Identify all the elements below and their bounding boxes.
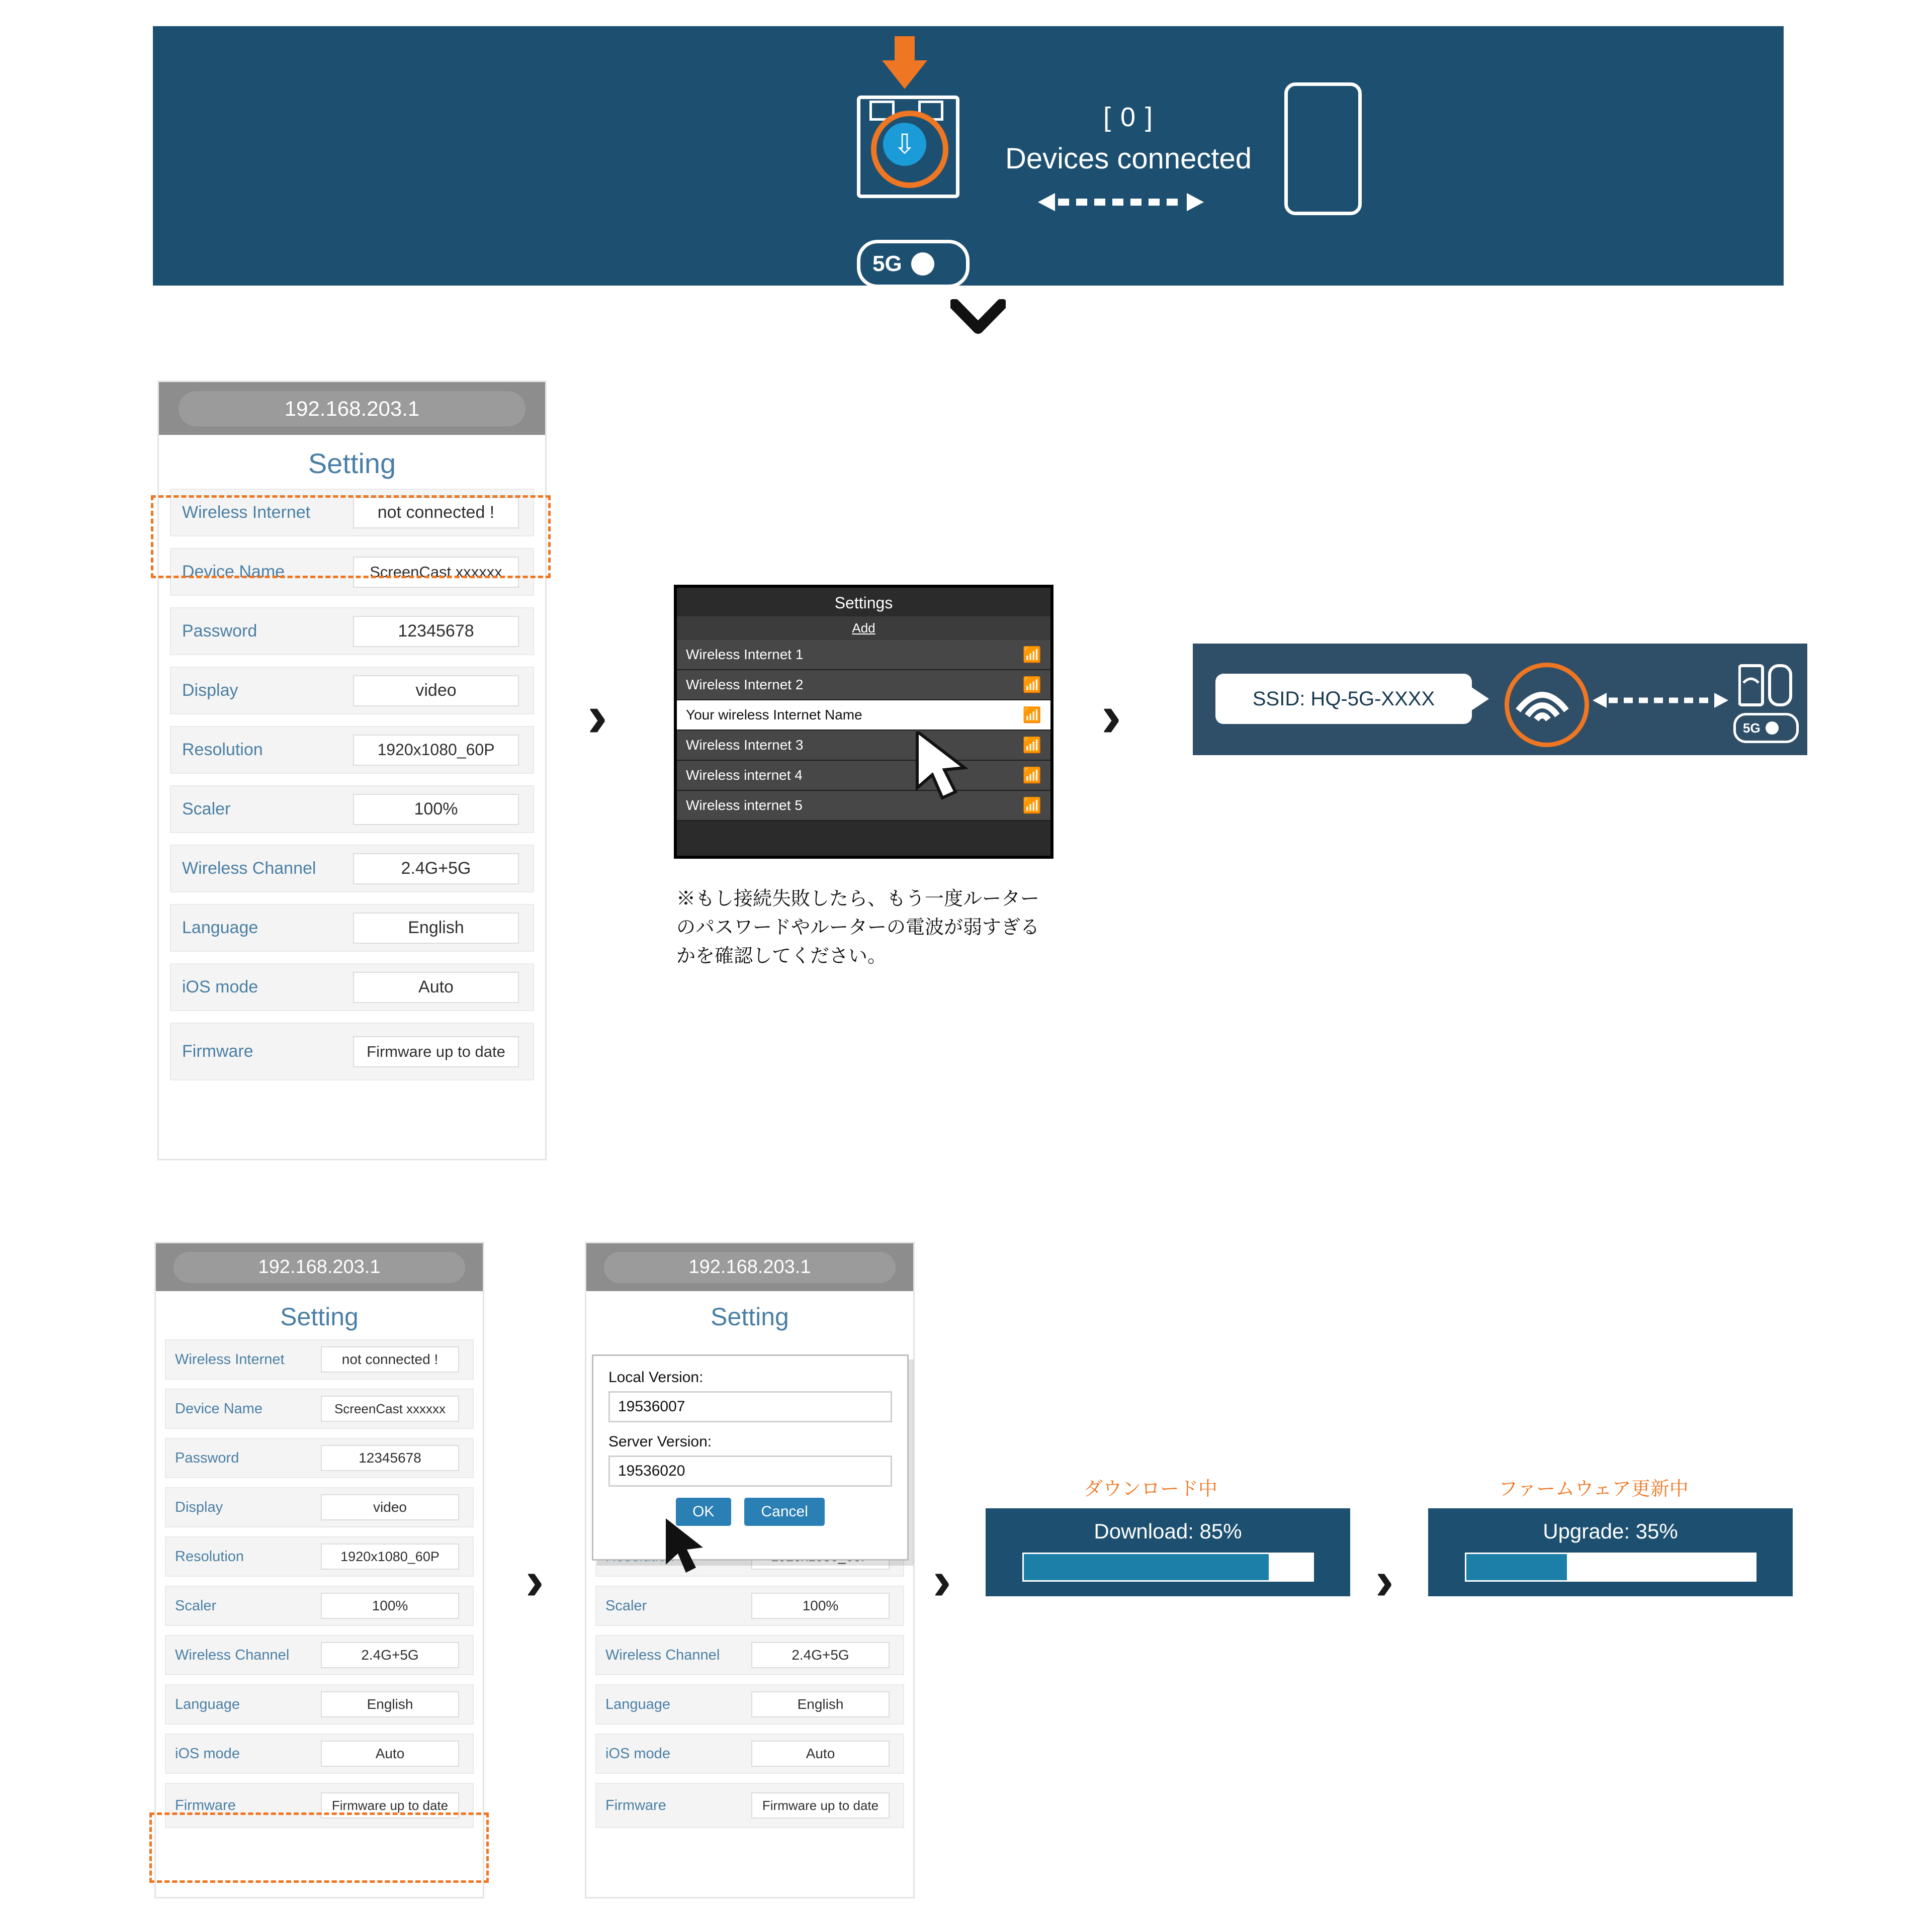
flow-arrow: › [1375, 1550, 1394, 1611]
row-value[interactable]: 12345678 [353, 616, 519, 647]
row-wireless-internet[interactable] [165, 1339, 474, 1380]
row-firmware[interactable] [595, 1783, 904, 1828]
setting-panel-modal-step [585, 1242, 915, 1898]
mouse-cursor-icon [914, 732, 975, 802]
smartphone-icon [1284, 82, 1362, 215]
row-label: Scaler [175, 1597, 217, 1614]
row-label: Language [175, 1696, 240, 1712]
row-label: Scaler [605, 1597, 647, 1614]
list-item[interactable] [677, 761, 1050, 791]
ok-button[interactable]: OK [676, 1498, 731, 1526]
row-wireless-channel[interactable] [595, 1635, 904, 1675]
wifi-icon: 📶 [1022, 737, 1041, 754]
devices-connected-label: Devices connected [1005, 142, 1252, 175]
row-label: Language [605, 1696, 671, 1712]
dashed-double-arrow-icon [1593, 691, 1728, 709]
wifi-settings-list [674, 585, 1053, 859]
row-value[interactable]: ScreenCast xxxxxx [353, 557, 519, 588]
server-version-field[interactable]: 19536020 [608, 1456, 892, 1487]
row-label: Device Name [182, 562, 285, 581]
row-ios-mode[interactable] [170, 963, 534, 1011]
download-progress-card [986, 1508, 1350, 1596]
row-firmware[interactable] [170, 1023, 534, 1080]
usb-dongle-icon [1738, 663, 1794, 708]
row-value[interactable]: 100% [321, 1593, 459, 1619]
row-value[interactable]: English [321, 1691, 459, 1717]
row-value[interactable]: Auto [751, 1741, 890, 1767]
row-display[interactable] [165, 1487, 474, 1527]
chevron-down-icon [950, 294, 1006, 342]
row-resolution[interactable] [170, 726, 534, 774]
ssid-callout [1193, 644, 1807, 755]
row-device-name[interactable] [165, 1389, 474, 1429]
row-label: Resolution [175, 1548, 244, 1565]
row-label: iOS mode [182, 977, 258, 996]
row-label: Password [175, 1449, 239, 1466]
browser-bar [159, 382, 545, 435]
wifi-name: Wireless Internet 2 [686, 677, 804, 692]
browser-bar [586, 1243, 913, 1291]
row-language[interactable] [595, 1684, 904, 1724]
toggle-knob [911, 252, 934, 276]
mouse-cursor-icon [663, 1518, 708, 1574]
address-bar[interactable]: 192.168.203.1 [179, 391, 525, 426]
wifi-icon: 📶 [1022, 767, 1041, 784]
row-label: Wireless Channel [605, 1647, 720, 1663]
row-value[interactable]: 1920x1080_60P [321, 1543, 459, 1570]
row-language[interactable] [165, 1684, 474, 1724]
row-label: Display [175, 1499, 223, 1515]
dashed-double-arrow-icon [1038, 192, 1204, 212]
row-language[interactable] [170, 904, 534, 952]
row-value[interactable]: Auto [353, 972, 519, 1003]
row-display[interactable] [170, 667, 534, 714]
row-value[interactable]: 2.4G+5G [353, 853, 519, 884]
row-value[interactable]: 12345678 [321, 1445, 459, 1471]
row-label: iOS mode [175, 1745, 240, 1762]
cancel-button[interactable]: Cancel [744, 1498, 825, 1526]
wifi-name: Wireless Internet 3 [686, 737, 804, 753]
wifi-name: Wireless Internet 1 [686, 647, 804, 662]
browser-bar [156, 1243, 483, 1291]
band-5g-toggle[interactable] [857, 240, 970, 288]
row-label: Wireless Channel [182, 859, 316, 878]
row-value[interactable]: 100% [751, 1593, 890, 1619]
wifi-name: Wireless internet 5 [686, 797, 803, 813]
flow-arrow: › [933, 1550, 951, 1611]
row-value[interactable]: video [321, 1494, 459, 1520]
row-label: Display [182, 681, 238, 700]
upgrade-progress-card [1428, 1508, 1793, 1596]
band-5g-label: 5G [872, 251, 902, 276]
row-password[interactable] [170, 607, 534, 655]
row-label: Resolution [182, 740, 263, 759]
upgrade-heading: ファームウェア更新中 [1499, 1479, 1689, 1500]
usb-dongle-icon: ⇩ [847, 86, 962, 202]
page-title: Setting [280, 1303, 359, 1331]
row-value[interactable]: not connected ! [321, 1346, 459, 1373]
row-value[interactable]: 100% [353, 794, 519, 825]
row-value[interactable]: video [353, 675, 519, 706]
highlight-wireless-internet [151, 495, 551, 578]
wifi-name: Wireless internet 4 [686, 767, 803, 783]
top-banner [153, 26, 1784, 286]
row-scaler[interactable] [170, 785, 534, 833]
list-item[interactable] [677, 791, 1050, 821]
row-value[interactable]: 1920x1080_60P [353, 735, 519, 766]
wifi-signal-icon [1505, 663, 1589, 747]
wifi-icon: 📶 [1022, 706, 1041, 723]
upgrade-progress-fill [1466, 1554, 1567, 1580]
row-ios-mode[interactable] [165, 1734, 474, 1774]
row-value[interactable]: Auto [321, 1741, 459, 1767]
flow-arrow: › [1101, 682, 1121, 750]
page-title: Setting [308, 447, 396, 479]
row-label: Firmware [605, 1797, 666, 1813]
page-title: Setting [711, 1303, 789, 1331]
flow-arrow: › [525, 1550, 544, 1611]
row-label: iOS mode [605, 1745, 670, 1762]
list-item-selected[interactable] [677, 700, 1050, 731]
row-value[interactable]: not connected ! [353, 497, 519, 528]
row-label: Scaler [182, 799, 231, 819]
address-bar[interactable]: 192.168.203.1 [173, 1252, 465, 1283]
row-scaler[interactable] [595, 1586, 904, 1626]
list-item[interactable] [677, 640, 1050, 670]
row-wireless-channel[interactable] [165, 1635, 474, 1675]
row-password[interactable] [165, 1438, 474, 1478]
flow-arrow: › [587, 682, 607, 750]
row-label: Wireless Internet [175, 1351, 285, 1368]
row-label: Firmware [182, 1042, 253, 1061]
download-progress-bar [1022, 1553, 1314, 1582]
upgrade-progress-bar [1465, 1553, 1757, 1582]
row-value[interactable]: Firmware up to date [751, 1792, 890, 1819]
wifi-icon: 📶 [1022, 676, 1041, 693]
row-value[interactable]: 2.4G+5G [751, 1642, 890, 1668]
row-resolution[interactable] [165, 1536, 474, 1577]
list-item[interactable] [677, 670, 1050, 700]
highlight-firmware-row [149, 1812, 489, 1883]
wifi-list-title: Settings [834, 594, 893, 612]
row-wireless-channel[interactable] [170, 845, 534, 892]
band-5g-toggle[interactable] [1733, 713, 1799, 743]
japanese-note: ※もし接続失敗したら、もう一度ルーターのパスワードやルーターの電波が弱すぎるかを確認してください。 [676, 888, 1040, 967]
row-scaler[interactable] [165, 1586, 474, 1626]
setting-panel-firmware-step [154, 1242, 484, 1898]
row-label: Wireless Internet [182, 503, 311, 522]
wifi-add-button[interactable]: Add [677, 616, 1050, 640]
download-heading: ダウンロード中 [1084, 1479, 1218, 1500]
row-label: Password [182, 621, 257, 641]
row-ios-mode[interactable] [595, 1734, 904, 1774]
upgrade-label: Upgrade: 35% [1543, 1519, 1678, 1543]
band-5g-label: 5G [1743, 720, 1761, 736]
toggle-knob [1766, 721, 1779, 735]
row-value[interactable]: Firmware up to date [321, 1792, 459, 1819]
local-version-label: Local Version: [608, 1369, 704, 1386]
address-bar[interactable]: 192.168.203.1 [604, 1252, 896, 1283]
row-label: Device Name [175, 1400, 263, 1417]
ssid-label: SSID: HQ-5G-XXXX [1215, 674, 1472, 724]
row-value[interactable]: English [353, 913, 519, 944]
row-value[interactable]: English [751, 1691, 890, 1717]
server-version-label: Server Version: [608, 1433, 712, 1450]
row-value[interactable]: ScreenCast xxxxxx [321, 1396, 459, 1422]
row-value[interactable]: 2.4G+5G [321, 1642, 459, 1668]
wifi-icon: 📶 [1022, 797, 1041, 814]
download-label: Download: 85% [1094, 1519, 1242, 1543]
local-version-field[interactable]: 19536007 [608, 1391, 892, 1422]
wifi-icon: 📶 [1022, 646, 1041, 663]
firmware-version-dialog [592, 1354, 909, 1561]
wifi-name: Your wireless Internet Name [686, 707, 862, 722]
row-label: Firmware [175, 1797, 236, 1813]
devices-count: [ 0 ] [1103, 102, 1154, 132]
row-value[interactable]: Firmware up to date [353, 1036, 519, 1067]
orange-down-arrow-icon [872, 36, 937, 92]
download-progress-fill [1024, 1554, 1269, 1580]
row-label: Wireless Channel [175, 1647, 290, 1663]
row-label: Language [182, 918, 258, 937]
list-item[interactable] [677, 731, 1050, 761]
